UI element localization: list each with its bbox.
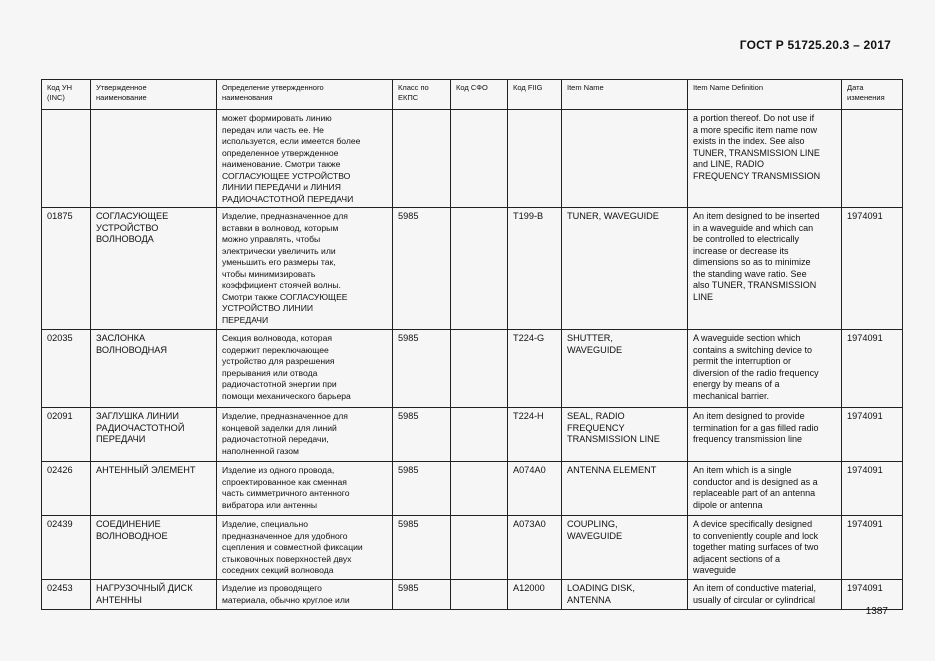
cell-sfo xyxy=(451,110,508,208)
cell-class: 5985 xyxy=(393,208,451,330)
cell-fiig: A074A0 xyxy=(508,462,562,516)
cell-item-definition: An item of conductive material, usually of circular or cylindrical xyxy=(688,580,842,610)
cell-item-name: SHUTTER, WAVEGUIDE xyxy=(562,330,688,408)
column-header-item-definition: Item Name Definition xyxy=(688,80,842,110)
cell-date: 1974091 xyxy=(842,208,903,330)
cell-definition: Изделие из проводящего материала, обычно круглое или xyxy=(217,580,393,610)
cell-date: 1974091 xyxy=(842,580,903,610)
cell-item-name: ANTENNA ELEMENT xyxy=(562,462,688,516)
cell-date xyxy=(842,110,903,208)
table-row xyxy=(42,208,903,330)
cell-fiig xyxy=(508,110,562,208)
cell-class xyxy=(393,110,451,208)
cell-item-name: COUPLING, WAVEGUIDE xyxy=(562,516,688,580)
cell-inc: 02426 xyxy=(42,462,91,516)
column-header-item-name: Item Name xyxy=(562,80,688,110)
cell-item-definition: An item designed to be inserted in a waveguide and which can be controlled to electrically increase or decrease its dimensions so as to minimize the standing wave ratio. See also TUNER, TRANSMISSION LINE xyxy=(688,208,842,330)
cell-fiig: A12000 xyxy=(508,580,562,610)
column-header-fiig: Код FIIG xyxy=(508,80,562,110)
table-row xyxy=(42,408,903,462)
cell-class: 5985 xyxy=(393,462,451,516)
cell-item-definition: a portion thereof. Do not use if a more specific item name now exists in the index. See also TUNER, TRANSMISSION LINE and LINE, RADIO FREQUENCY TRANSMISSION xyxy=(688,110,842,208)
cell-class: 5985 xyxy=(393,330,451,408)
column-header-approved-name: Утвержденное наименование xyxy=(91,80,217,110)
cell-inc: 02453 xyxy=(42,580,91,610)
cell-date: 1974091 xyxy=(842,516,903,580)
cell-approved-name: ЗАГЛУШКА ЛИНИИ РАДИОЧАСТОТНОЙ ПЕРЕДАЧИ xyxy=(91,408,217,462)
cell-item-name: SEAL, RADIO FREQUENCY TRANSMISSION LINE xyxy=(562,408,688,462)
table-row xyxy=(42,330,903,408)
cell-item-definition: An item which is a single conductor and is designed as a replaceable part of an antenna dipole or antenna xyxy=(688,462,842,516)
cell-sfo xyxy=(451,462,508,516)
cell-definition: может формировать линию передач или часть ее. Не используется, если имеется более определенное утвержденное наименование. Смотри также СОГЛАСУЮЩЕЕ УСТРОЙСТВО ЛИНИИ ПЕРЕДАЧИ и ЛИНИЯ РАДИОЧАСТОТНОЙ ПЕРЕДАЧИ xyxy=(217,110,393,208)
column-header-definition: Определение утвержденного наименования xyxy=(217,80,393,110)
cell-item-name: LOADING DISK, ANTENNA xyxy=(562,580,688,610)
cell-inc: 02091 xyxy=(42,408,91,462)
table-row xyxy=(42,110,903,208)
table-row xyxy=(42,516,903,580)
table-header-row xyxy=(42,80,903,110)
table-row xyxy=(42,462,903,516)
cell-class: 5985 xyxy=(393,516,451,580)
cell-sfo xyxy=(451,580,508,610)
cell-sfo xyxy=(451,330,508,408)
data-table xyxy=(41,79,903,610)
cell-item-name xyxy=(562,110,688,208)
cell-fiig: T224-H xyxy=(508,408,562,462)
cell-sfo xyxy=(451,516,508,580)
cell-inc: 01875 xyxy=(42,208,91,330)
cell-item-name: TUNER, WAVEGUIDE xyxy=(562,208,688,330)
cell-approved-name: СОГЛАСУЮЩЕЕ УСТРОЙСТВО ВОЛНОВОДА xyxy=(91,208,217,330)
table-row xyxy=(42,580,903,610)
cell-item-definition: A waveguide section which contains a switching device to permit the interruption or diversion of the radio frequency energy by means of a mechanical barrier. xyxy=(688,330,842,408)
column-header-inc: Код УН (INC) xyxy=(42,80,91,110)
cell-definition: Изделие, предназначенное для концевой заделки для линий радиочастотной передачи, наполненной газом xyxy=(217,408,393,462)
cell-inc: 02439 xyxy=(42,516,91,580)
cell-definition: Изделие из одного провода, спроектированное как сменная часть симметричного антенного вибратора или антенны xyxy=(217,462,393,516)
column-header-class: Класс по ЕКПС xyxy=(393,80,451,110)
cell-definition: Секция волновода, которая содержит переключающее устройство для разрешения прерывания или отвода радиочастотной энергии при помощи механического барьера xyxy=(217,330,393,408)
cell-definition: Изделие, специально предназначенное для удобного сцепления и совместной фиксации стыковочных поверхностей двух соседних секций волновода xyxy=(217,516,393,580)
cell-inc xyxy=(42,110,91,208)
cell-fiig: T224-G xyxy=(508,330,562,408)
cell-sfo xyxy=(451,408,508,462)
cell-approved-name: ЗАСЛОНКА ВОЛНОВОДНАЯ xyxy=(91,330,217,408)
column-header-sfo: Код СФО xyxy=(451,80,508,110)
cell-class: 5985 xyxy=(393,580,451,610)
cell-class: 5985 xyxy=(393,408,451,462)
cell-fiig: A073A0 xyxy=(508,516,562,580)
cell-sfo xyxy=(451,208,508,330)
cell-definition: Изделие, предназначенное для вставки в волновод, которым можно управлять, чтобы электрически увеличить или уменьшить его размеры так, чтобы минимизировать коэффициент стоячей волны. Смотри также СОГЛАСУЮЩЕЕ УСТРОЙСТВО ЛИНИИ ПЕРЕДАЧИ xyxy=(217,208,393,330)
cell-date: 1974091 xyxy=(842,408,903,462)
document-header: ГОСТ Р 51725.20.3 – 2017 xyxy=(739,38,891,52)
cell-approved-name: АНТЕННЫЙ ЭЛЕМЕНТ xyxy=(91,462,217,516)
page-number: 1387 xyxy=(865,606,888,617)
cell-approved-name: СОЕДИНЕНИЕ ВОЛНОВОДНОЕ xyxy=(91,516,217,580)
cell-date: 1974091 xyxy=(842,462,903,516)
cell-inc: 02035 xyxy=(42,330,91,408)
cell-date: 1974091 xyxy=(842,330,903,408)
cell-item-definition: A device specifically designed to conveniently couple and lock together mating surfaces of two adjacent sections of a waveguide xyxy=(688,516,842,580)
cell-approved-name xyxy=(91,110,217,208)
cell-item-definition: An item designed to provide termination for a gas filled radio frequency transmission line xyxy=(688,408,842,462)
cell-fiig: T199-B xyxy=(508,208,562,330)
column-header-date: Дата изменения xyxy=(842,80,903,110)
cell-approved-name: НАГРУЗОЧНЫЙ ДИСК АНТЕННЫ xyxy=(91,580,217,610)
